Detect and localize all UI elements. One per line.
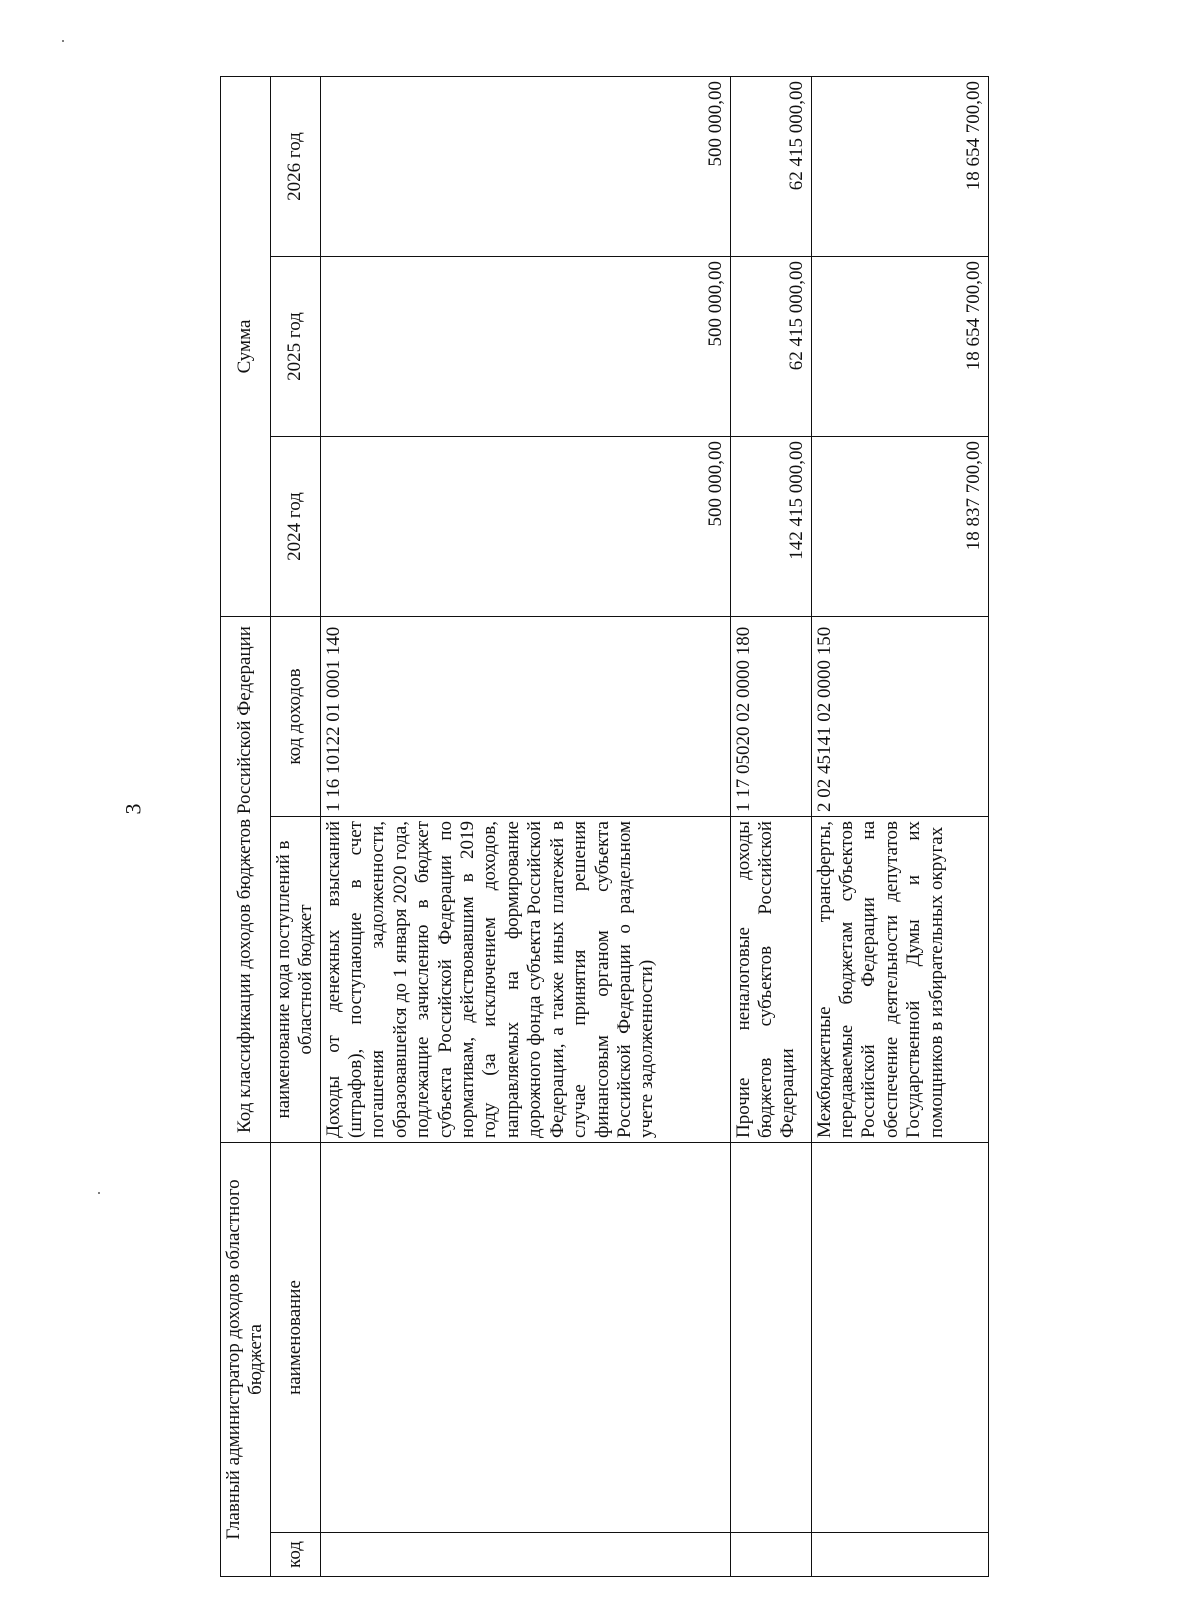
header-admin-group: Главный администратор доходов областного бюджета — [221, 1143, 271, 1577]
admin-name-cell — [320, 1143, 730, 1533]
amount-2025-cell: 18 654 700,00 — [811, 257, 988, 437]
scan-speck — [98, 1192, 100, 1194]
header-row-top — [221, 77, 271, 1577]
header-year-2026: 2026 год — [270, 77, 320, 257]
amount-2024-cell: 18 837 700,00 — [811, 437, 988, 617]
header-admin-name: наименование — [270, 1143, 320, 1533]
header-income-code: код доходов — [270, 617, 320, 817]
amount-2025-cell: 62 415 000,00 — [730, 257, 811, 437]
rotated-table-frame — [220, 77, 1000, 1577]
header-admin-code: код — [270, 1533, 320, 1577]
admin-name-cell — [811, 1143, 988, 1533]
amount-2024-cell: 142 415 000,00 — [730, 437, 811, 617]
amount-2026-cell: 18 654 700,00 — [811, 77, 988, 257]
header-row-bottom — [270, 77, 320, 1577]
amount-2026-cell: 500 000,00 — [320, 77, 730, 257]
admin-code-cell — [320, 1533, 730, 1577]
header-income-name: наименование кода поступлений в областной бюджет — [270, 817, 320, 1143]
income-code-cell: 1 16 10122 01 0001 140 — [320, 617, 730, 817]
header-year-2024: 2024 год — [270, 437, 320, 617]
income-classification-table — [220, 76, 989, 1577]
table-row — [730, 77, 811, 1577]
income-name-cell: Прочие неналоговые доходы бюджетов субъектов Российской Федерации — [730, 817, 811, 1143]
table-row — [320, 77, 730, 1577]
page-number: 3 — [120, 803, 146, 815]
amount-2024-cell: 500 000,00 — [320, 437, 730, 617]
income-code-cell: 1 17 05020 02 0000 180 — [730, 617, 811, 817]
header-classification-group: Код классификации доходов бюджетов Российской Федерации — [221, 617, 271, 1143]
header-sum-group: Сумма — [221, 77, 271, 617]
admin-code-cell — [811, 1533, 988, 1577]
amount-2026-cell: 62 415 000,00 — [730, 77, 811, 257]
scan-speck — [62, 40, 64, 42]
amount-2025-cell: 500 000,00 — [320, 257, 730, 437]
admin-code-cell — [730, 1533, 811, 1577]
income-name-cell: Межбюджетные трансферты, передаваемые бюджетам субъектов Российской Федерации на обеспечение деятельности депутатов Государственной Думы и их помощников в избирательных округах — [811, 817, 988, 1143]
admin-name-cell — [730, 1143, 811, 1533]
income-name-cell: Доходы от денежных взысканий (штрафов), поступающие в счет погашения задолженности, образовавшейся до 1 января 2020 года, подлежащие зачислению в бюджет субъекта Российской Федерации по нормативам, действовавшим в 2019 году (за исключением доходов, направляемых на формирование дорожного фонда субъекта Российской Федерации, а также иных платежей в случае принятия решения финансовым органом субъекта Российской Федерации о раздельном учете задолженности) — [320, 817, 730, 1143]
table-row — [811, 77, 988, 1577]
income-code-cell: 2 02 45141 02 0000 150 — [811, 617, 988, 817]
header-year-2025: 2025 год — [270, 257, 320, 437]
